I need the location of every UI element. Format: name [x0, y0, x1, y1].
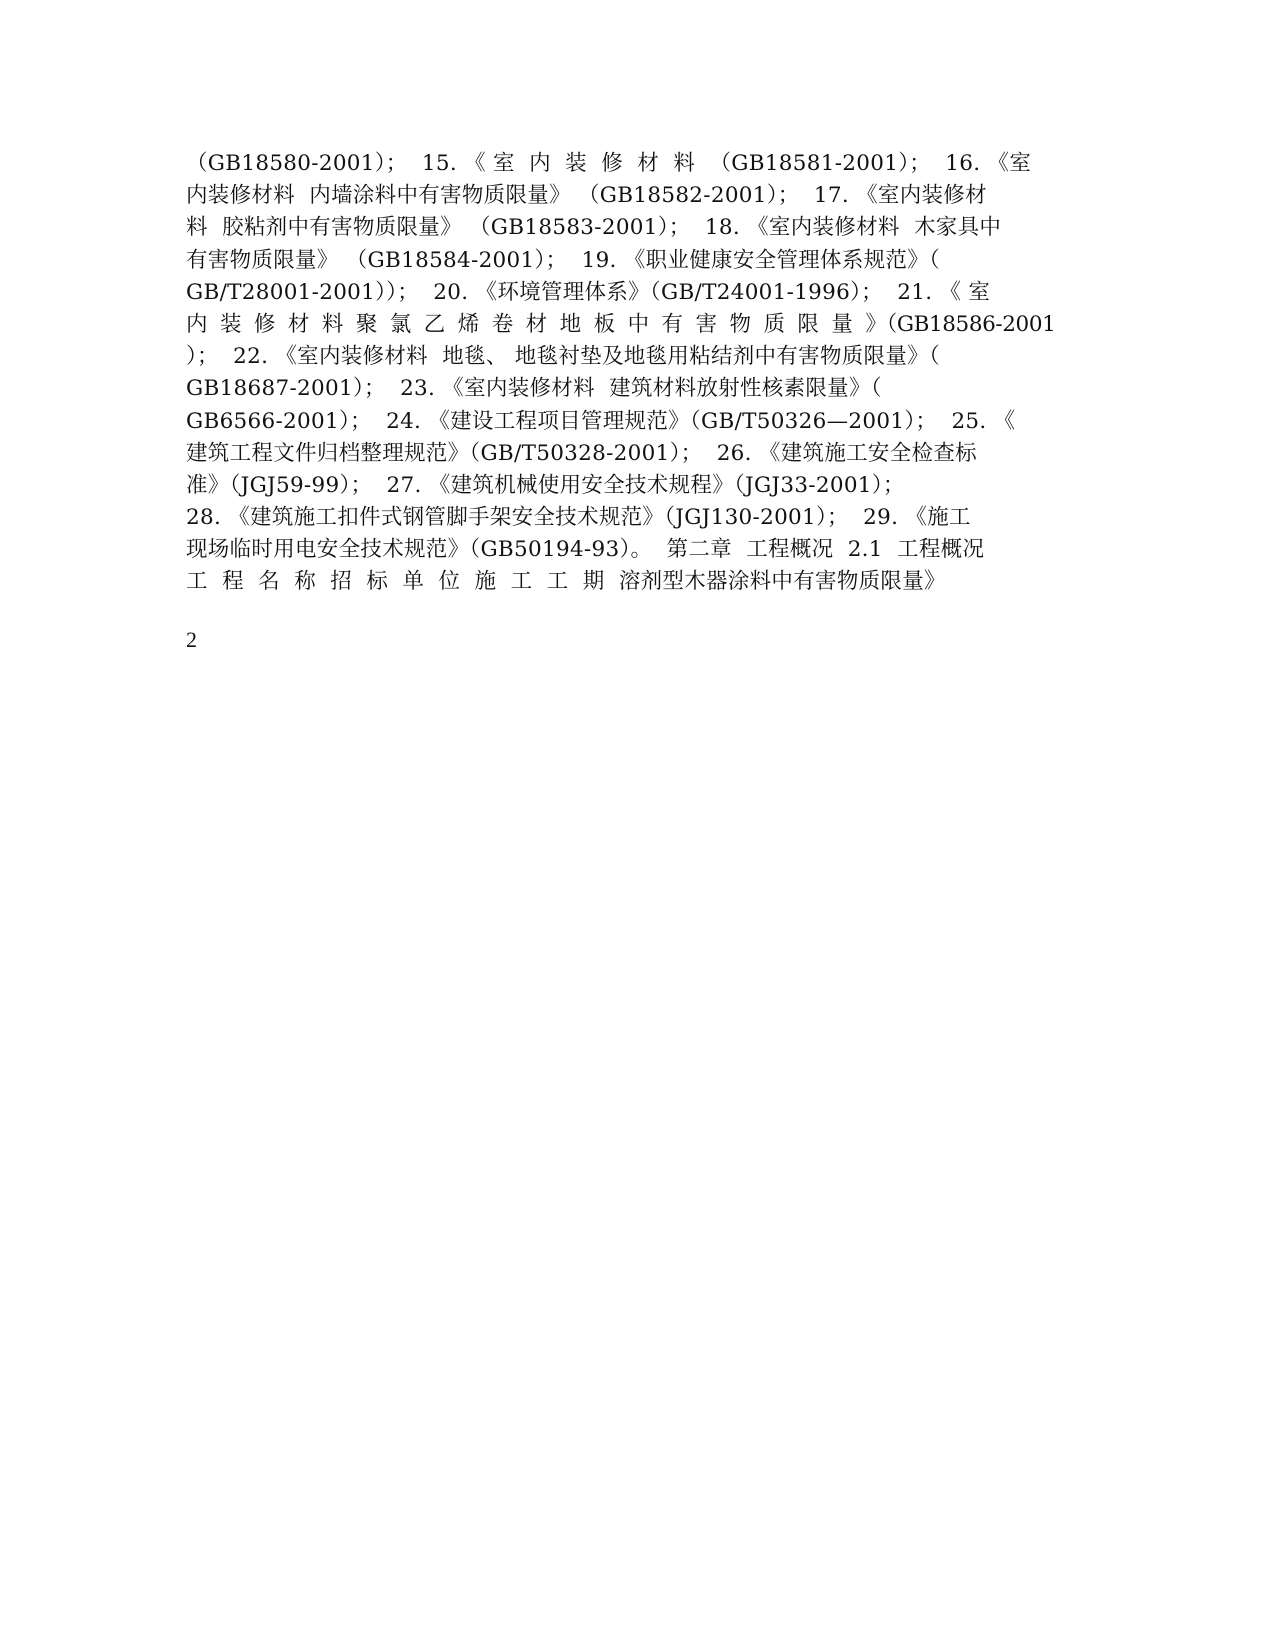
- text-line-4: 有害物质限量》 （GB18584-2001）； 19. 《职业健康安全管理体系规范》（: [186, 247, 941, 273]
- text-line-11: 准》（JGJ59-99）； 27. 《建筑机械使用安全技术规程》（JGJ33-2001）；: [186, 472, 905, 498]
- text-line-9: GB6566-2001）； 24. 《建设工程项目管理规范》（GB/T50326—2001）； 25. 《: [186, 408, 1016, 434]
- text-line-12: 28. 《建筑施工扣件式钢管脚手架安全技术规范》（JGJ130-2001）； 29. 《施工: [186, 505, 971, 531]
- text-line-6: 内 装 修 材 料 聚 氯 乙 烯 卷 材 地 板 中 有 害 物 质 限 量 》（GB18586-2001: [186, 311, 1056, 337]
- text-line-1: （GB18580-2001）； 15. 《 室 内 装 修 材 料 （GB18581-2001）； 16. 《室: [186, 151, 1032, 176]
- text-line-5: GB/T28001-2001））； 20. 《环境管理体系》（GB/T24001-1996）； 21. 《 室: [186, 279, 991, 305]
- text-line-7: ）； 22. 《室内装修材料 地毯、 地毯衬垫及地毯用粘结剂中有害物质限量》（: [186, 344, 941, 370]
- text-line-3: 料 胶粘剂中有害物质限量》 （GB18583-2001）； 18. 《室内装修材料 木家具中: [186, 215, 1002, 241]
- page-number: 2: [186, 627, 197, 652]
- text-line-14: 工 程 名 称 招 标 单 位 施 工 工 期 溶剂型木器涂料中有害物质限量》: [186, 569, 946, 595]
- body-text: [186, 148, 1136, 599]
- text-line-8: GB18687-2001）； 23. 《室内装修材料 建筑材料放射性核素限量》（: [186, 376, 882, 402]
- text-line-13: 现场临时用电安全技术规范》（GB50194-93）。 第二章 工程概况 2.1 工程概况: [186, 537, 985, 563]
- text-line-2: 内装修材料 内墙涂料中有害物质限量》 （GB18582-2001）； 17. 《室内装修材: [186, 183, 987, 209]
- text-line-10: 建筑工程文件归档整理规范》（GB/T50328-2001）； 26. 《建筑施工安全检查标: [186, 440, 977, 466]
